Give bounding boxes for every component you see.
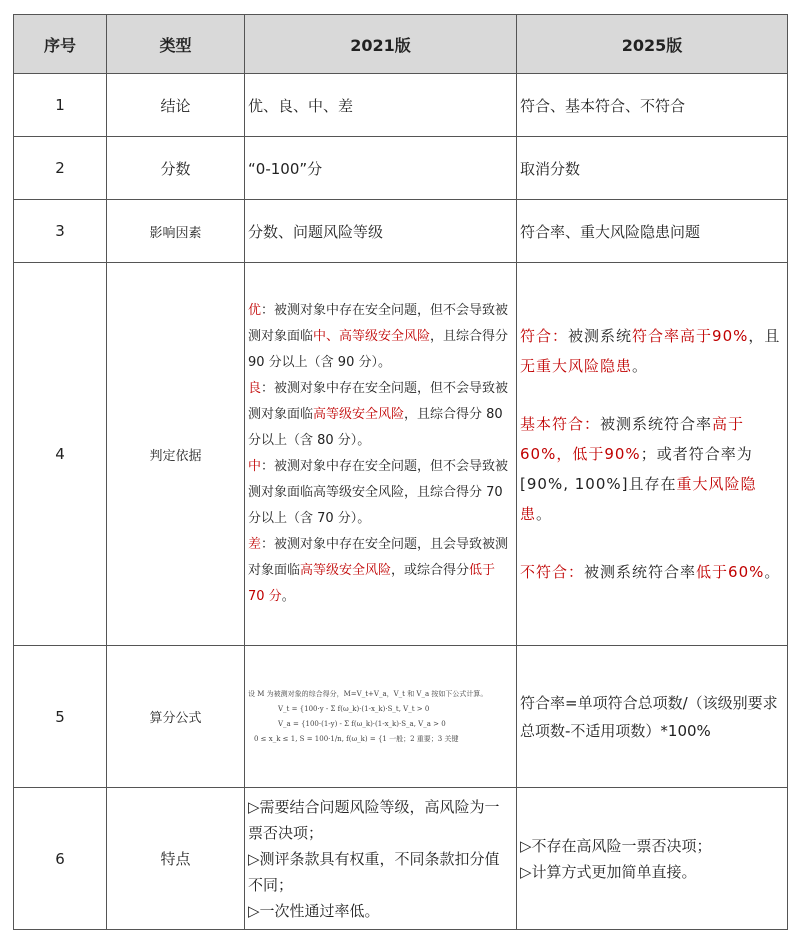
criteria-2021-cell [245,263,517,646]
list-item: ▷一次性通过率低。 [248,901,380,920]
features-2025-cell [517,788,788,930]
list-item: ▷需要结合问题风险等级，高风险为一票否决项； [248,797,500,842]
formula-line: V_t = {100·y - Σ f(ω_k)·(1-x_k)·S_t, V_t > 0 [278,704,430,713]
row-number: 6 [14,788,107,930]
table-row [14,263,788,646]
row-type: 算分公式 [107,646,245,788]
row-type: 分数 [107,137,245,200]
header-number: 序号 [14,15,107,74]
criteria-you: 优：被测对象中存在安全问题，但不会导致被测对象面临中、高等级安全风险，且综合得分 90 分以上（含 90 分）。 [248,303,509,370]
header-row [14,15,788,74]
list-item: ▷测评条款具有权重，不同条款扣分值不同； [248,849,500,894]
row-type: 特点 [107,788,245,930]
row-number: 4 [14,263,107,646]
formula-intro: 设 M 为被测对象的综合得分，M=V_t+V_a，V_t 和 V_a 按如下公式计算。 [248,689,488,698]
formula-2025-cell: 符合率=单项符合总项数/（该级别要求总项数-不适用项数）*100% [517,646,788,788]
formula-line: V_a = {100·(1-y) - Σ f(ω_k)·(1-x_k)·S_a, V_a > 0 [278,719,446,728]
criteria-bufuhe: 不符合：被测系统符合率低于60%。 [520,563,781,581]
cell-2021: 分数、问题风险等级 [245,200,517,263]
table-row [14,788,788,930]
list-item: ▷不存在高风险一票否决项； [520,836,712,855]
criteria-fuhe: 符合：被测系统符合率高于90%，且无重大风险隐患。 [520,327,781,375]
formula-image [248,687,513,747]
table-row [14,137,788,200]
criteria-jibenfuhe: 基本符合：被测系统符合率高于60%，低于90%；或者符合率为[90%, 100%]且存在重大风险隐患。 [520,415,757,523]
cell-2021: “0-100”分 [245,137,517,200]
row-type: 判定依据 [107,263,245,646]
list-item: ▷计算方式更加简单直接。 [520,862,697,881]
row-type: 结论 [107,74,245,137]
row-type: 影响因素 [107,200,245,263]
table-row [14,646,788,788]
table-row [14,200,788,263]
row-number: 5 [14,646,107,788]
criteria-zhong: 中：被测对象中存在安全问题，但不会导致被测对象面临高等级安全风险，且综合得分 70 分以上（含 70 分）。 [248,459,509,526]
header-2021: 2021版 [245,15,517,74]
cell-2025: 取消分数 [517,137,788,200]
criteria-cha: 差：被测对象中存在安全问题，且会导致被测对象面临高等级安全风险，或综合得分低于 70 分。 [248,537,509,604]
criteria-2025-cell [517,263,788,646]
row-number: 3 [14,200,107,263]
row-number: 2 [14,137,107,200]
table-row [14,74,788,137]
header-type: 类型 [107,15,245,74]
cell-2025: 符合率、重大风险隐患问题 [517,200,788,263]
comparison-table [13,14,788,930]
formula-line: 0 ≤ x_k ≤ 1, S = 100·1/n, f(ω_k) = {1 一般；2 重要；3 关键 [254,734,459,743]
formula-2021-cell [245,646,517,788]
row-number: 1 [14,74,107,137]
features-2021-cell [245,788,517,930]
criteria-liang: 良：被测对象中存在安全问题，但不会导致被测对象面临高等级安全风险，且综合得分 80 分以上（含 80 分）。 [248,381,509,448]
header-2025: 2025版 [517,15,788,74]
cell-2025: 符合、基本符合、不符合 [517,74,788,137]
cell-2021: 优、良、中、差 [245,74,517,137]
